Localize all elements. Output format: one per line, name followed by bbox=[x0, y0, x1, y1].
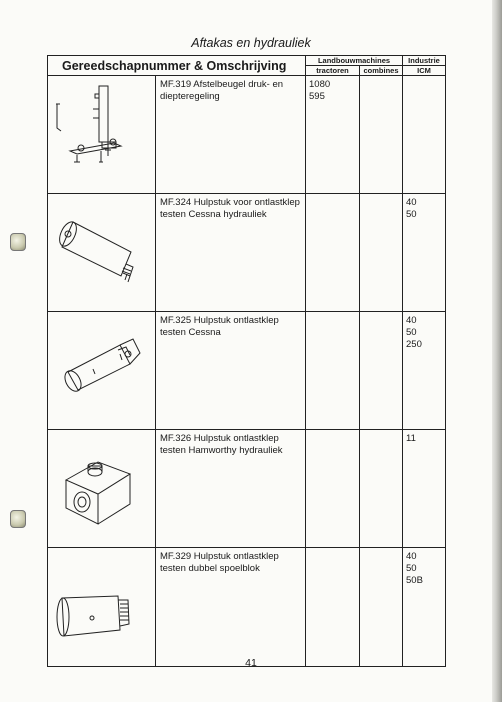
tool-description: MF.319 Afstelbeugel druk- en diepteregeling bbox=[156, 76, 306, 194]
tool-table bbox=[47, 55, 446, 667]
model-code: 250 bbox=[406, 339, 422, 350]
combine-codes bbox=[360, 312, 403, 430]
valve-fitting-drawing bbox=[48, 312, 156, 429]
header-combines: combines bbox=[360, 66, 403, 76]
header-industry: Industrie bbox=[403, 56, 446, 66]
adjustment-bracket-drawing bbox=[48, 76, 156, 193]
model-code: 50B bbox=[406, 575, 423, 586]
tool-illustration-mf329 bbox=[48, 548, 156, 667]
model-code: 40 bbox=[406, 551, 417, 562]
header-tractors: tractoren bbox=[306, 66, 360, 76]
spool-fitting-drawing bbox=[48, 548, 156, 666]
tractor-codes bbox=[306, 430, 360, 548]
tractor-codes bbox=[306, 548, 360, 667]
model-code: 40 bbox=[406, 315, 417, 326]
model-code: 50 bbox=[406, 563, 417, 574]
icm-codes bbox=[403, 194, 446, 312]
binder-ring-bottom bbox=[10, 510, 26, 528]
combine-codes bbox=[360, 76, 403, 194]
tractor-codes bbox=[306, 312, 360, 430]
tool-illustration-mf324 bbox=[48, 194, 156, 312]
tool-description: MF.325 Hulpstuk ontlastklep testen Cessna bbox=[156, 312, 306, 430]
tractor-codes bbox=[306, 76, 360, 194]
header-agricultural: Landbouwmachines bbox=[306, 56, 403, 66]
header-tool-number-description: Gereedschapnummer & Omschrijving bbox=[48, 56, 306, 76]
combine-codes bbox=[360, 194, 403, 312]
model-code: 1080 bbox=[309, 79, 331, 90]
page-title: Aftakas en hydrauliek bbox=[191, 36, 311, 50]
model-code: 11 bbox=[406, 433, 416, 444]
tool-illustration-mf319 bbox=[48, 76, 156, 194]
binder-ring-top bbox=[10, 233, 26, 251]
cylinder-fitting-drawing bbox=[48, 194, 156, 311]
model-code: 40 bbox=[406, 197, 417, 208]
tractor-codes bbox=[306, 194, 360, 312]
model-code: 50 bbox=[406, 327, 417, 338]
table-row bbox=[48, 76, 446, 194]
table-row bbox=[48, 430, 446, 548]
table-row bbox=[48, 312, 446, 430]
icm-codes bbox=[403, 430, 446, 548]
tool-illustration-mf325 bbox=[48, 312, 156, 430]
combine-codes bbox=[360, 548, 403, 667]
page-number: 41 bbox=[245, 657, 257, 669]
icm-codes bbox=[403, 312, 446, 430]
icm-codes bbox=[403, 76, 446, 194]
combine-codes bbox=[360, 430, 403, 548]
icm-codes bbox=[403, 548, 446, 667]
page-edge bbox=[492, 0, 502, 702]
table-row bbox=[48, 548, 446, 667]
model-code: 50 bbox=[406, 209, 417, 220]
tool-description: MF.324 Hulpstuk voor ontlastklep testen Cessna hydrauliek bbox=[156, 194, 306, 312]
tool-description: MF.326 Hulpstuk ontlastklep testen Hamworthy hydrauliek bbox=[156, 430, 306, 548]
tool-description: MF.329 Hulpstuk ontlastklep testen dubbel spoelblok bbox=[156, 548, 306, 667]
tool-illustration-mf326 bbox=[48, 430, 156, 548]
header-icm: ICM bbox=[403, 66, 446, 76]
model-code: 595 bbox=[309, 91, 325, 102]
block-fitting-drawing bbox=[48, 430, 156, 547]
table-row bbox=[48, 194, 446, 312]
